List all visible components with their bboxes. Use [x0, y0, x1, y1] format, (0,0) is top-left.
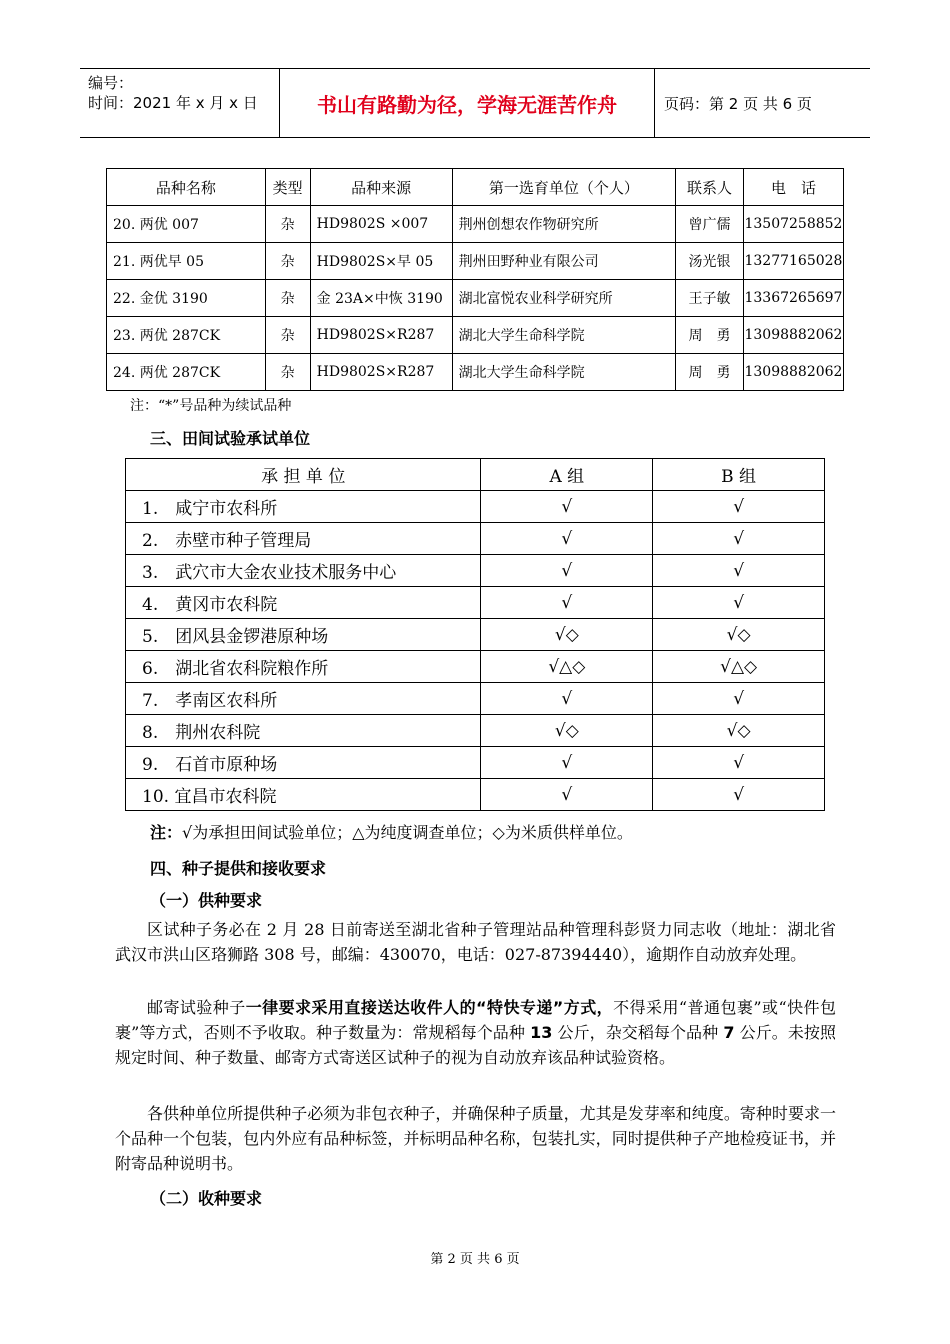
- table-row: [107, 206, 844, 243]
- group-a-mark: √: [481, 523, 653, 555]
- variety-source: HD9802S ×007: [310, 206, 452, 243]
- contact: 周 勇: [676, 317, 744, 354]
- contact: 王子敏: [676, 280, 744, 317]
- column-header: 承 担 单 位: [126, 459, 481, 491]
- contact: 汤光银: [676, 243, 744, 280]
- group-a-mark: √: [481, 779, 653, 811]
- section-3-title: 三、田间试验承试单位: [150, 429, 311, 448]
- variety-note: 注：“*”号品种为续试品种: [130, 398, 292, 414]
- section-4-title: 四、种子提供和接收要求: [150, 859, 327, 878]
- number-label: 编号：: [88, 74, 134, 92]
- table-row: [126, 747, 825, 779]
- mailing-qty-hybrid: 7: [723, 1023, 735, 1042]
- table-row: [107, 354, 844, 391]
- page-header: [80, 68, 870, 138]
- group-b-mark: √◇: [653, 619, 825, 651]
- unit-name: 2. 赤壁市种子管理局: [126, 523, 481, 555]
- paragraph-deadline: 区试种子务必在 2 月 28 日前寄送至湖北省种子管理站品种管理科彭贤力同志收（地址：湖北省武汉市洪山区珞狮路 308 号，邮编：430070，电话：027-87394440），逾期作自动放弃处理。: [115, 920, 836, 964]
- table-row: [107, 317, 844, 354]
- group-a-mark: √: [481, 747, 653, 779]
- mailing-text-g: 公斤。未按照规定时间、种子数量、邮寄方式寄送区试种子的视为自动放弃该品种试验资格。: [115, 1023, 836, 1067]
- variety-source: 金 23A×中恢 3190: [310, 280, 452, 317]
- mailing-text-a: 邮寄试验种子: [147, 998, 246, 1017]
- contact: 曾广儒: [676, 206, 744, 243]
- variety-name: 23. 两优 287CK: [107, 317, 266, 354]
- table-row: [126, 683, 825, 715]
- table-row: [126, 715, 825, 747]
- table-row: [126, 779, 825, 811]
- group-a-mark: √: [481, 587, 653, 619]
- unit-name: 6. 湖北省农科院粮作所: [126, 651, 481, 683]
- table-row: [107, 280, 844, 317]
- breeder: 湖北大学生命科学院: [452, 354, 675, 391]
- legend-note-text: √为承担田间试验单位；△为纯度调查单位；◇为米质供样单位。: [182, 823, 633, 842]
- table-row: [126, 555, 825, 587]
- contact: 周 勇: [676, 354, 744, 391]
- subsection-supply-title: （一）供种要求: [150, 891, 263, 910]
- phone: 13098882062: [743, 354, 843, 391]
- group-a-mark: √: [481, 555, 653, 587]
- phone: 13507258852: [743, 206, 843, 243]
- breeder: 湖北大学生命科学院: [452, 317, 675, 354]
- table-row: [126, 491, 825, 523]
- group-a-mark: √: [481, 683, 653, 715]
- test-units-table: [125, 458, 825, 811]
- unit-name: 4. 黄冈市农科院: [126, 587, 481, 619]
- unit-name: 10. 宜昌市农科院: [126, 779, 481, 811]
- group-b-mark: √: [653, 779, 825, 811]
- column-header: A 组: [481, 459, 653, 491]
- variety-type: 杂: [265, 243, 310, 280]
- group-b-mark: √: [653, 491, 825, 523]
- table-row: [126, 587, 825, 619]
- date-label: 时间：2021 年 x 月 x 日: [88, 94, 258, 112]
- unit-name: 8. 荆州农科院: [126, 715, 481, 747]
- group-b-mark: √: [653, 587, 825, 619]
- mailing-text-bold: 一律要求采用直接送达收件人的“特快专递”方式，: [245, 998, 614, 1017]
- test-units-header: [126, 459, 825, 491]
- variety-name: 22. 金优 3190: [107, 280, 266, 317]
- variety-table-header: [107, 169, 844, 206]
- breeder: 荆州创想农作物研究所: [452, 206, 675, 243]
- unit-name: 9. 石首市原种场: [126, 747, 481, 779]
- page-footer: 第 2 页 共 6 页: [430, 1252, 520, 1267]
- mailing-text-c: 不得采用“普通包裹”或“快件包裹”等方式，否则不予收取。种子数量为：常规稻每个品种: [115, 998, 836, 1042]
- variety-name: 24. 两优 287CK: [107, 354, 266, 391]
- column-header: 类型: [265, 169, 310, 206]
- group-b-mark: √: [653, 747, 825, 779]
- legend-note: [150, 820, 633, 843]
- unit-name: 7. 孝南区农科所: [126, 683, 481, 715]
- breeder: 湖北富悦农业科学研究所: [452, 280, 675, 317]
- variety-table: [106, 168, 844, 391]
- mailing-text-e: 公斤，杂交稻每个品种: [552, 1023, 724, 1042]
- group-b-mark: √△◇: [653, 651, 825, 683]
- group-a-mark: √◇: [481, 619, 653, 651]
- group-a-mark: √△◇: [481, 651, 653, 683]
- column-header: 品种来源: [310, 169, 452, 206]
- variety-type: 杂: [265, 354, 310, 391]
- header-meta: [80, 69, 280, 137]
- phone: 13098882062: [743, 317, 843, 354]
- table-row: [126, 619, 825, 651]
- variety-type: 杂: [265, 317, 310, 354]
- variety-name: 20. 两优 007: [107, 206, 266, 243]
- column-header: 电 话: [743, 169, 843, 206]
- unit-name: 1. 咸宁市农科所: [126, 491, 481, 523]
- subsection-receive-title: （二）收种要求: [150, 1189, 263, 1208]
- group-a-mark: √◇: [481, 715, 653, 747]
- table-row: [126, 651, 825, 683]
- legend-note-label: 注：: [150, 823, 183, 842]
- unit-name: 5. 团风县金锣港原种场: [126, 619, 481, 651]
- variety-source: HD9802S×R287: [310, 354, 452, 391]
- header-motto: 书山有路勤为径，学海无涯苦作舟: [280, 69, 655, 137]
- table-row: [126, 523, 825, 555]
- paragraph-mailing: [115, 995, 836, 1070]
- group-b-mark: √: [653, 555, 825, 587]
- variety-source: HD9802S×R287: [310, 317, 452, 354]
- group-a-mark: √: [481, 491, 653, 523]
- phone: 13277165028: [743, 243, 843, 280]
- group-b-mark: √: [653, 523, 825, 555]
- variety-name: 21. 两优早 05: [107, 243, 266, 280]
- column-header: 品种名称: [107, 169, 266, 206]
- group-b-mark: √: [653, 683, 825, 715]
- variety-type: 杂: [265, 280, 310, 317]
- group-b-mark: √◇: [653, 715, 825, 747]
- column-header: 联系人: [676, 169, 744, 206]
- phone: 13367265697: [743, 280, 843, 317]
- mailing-qty-conventional: 13: [530, 1023, 553, 1042]
- column-header: 第一选育单位（个人）: [452, 169, 675, 206]
- breeder: 荆州田野种业有限公司: [452, 243, 675, 280]
- unit-name: 3. 武穴市大金农业技术服务中心: [126, 555, 481, 587]
- paragraph-quality: 各供种单位所提供种子必须为非包衣种子，并确保种子质量，尤其是发芽率和纯度。寄种时要求一个品种一个包装，包内外应有品种标签，并标明品种名称，包装扎实，同时提供种子产地检疫证书，并附寄品种说明书。: [115, 1104, 836, 1173]
- variety-source: HD9802S×早 05: [310, 243, 452, 280]
- table-row: [107, 243, 844, 280]
- variety-type: 杂: [265, 206, 310, 243]
- header-page-label: 页码：第 2 页 共 6 页: [664, 94, 812, 113]
- column-header: B 组: [653, 459, 825, 491]
